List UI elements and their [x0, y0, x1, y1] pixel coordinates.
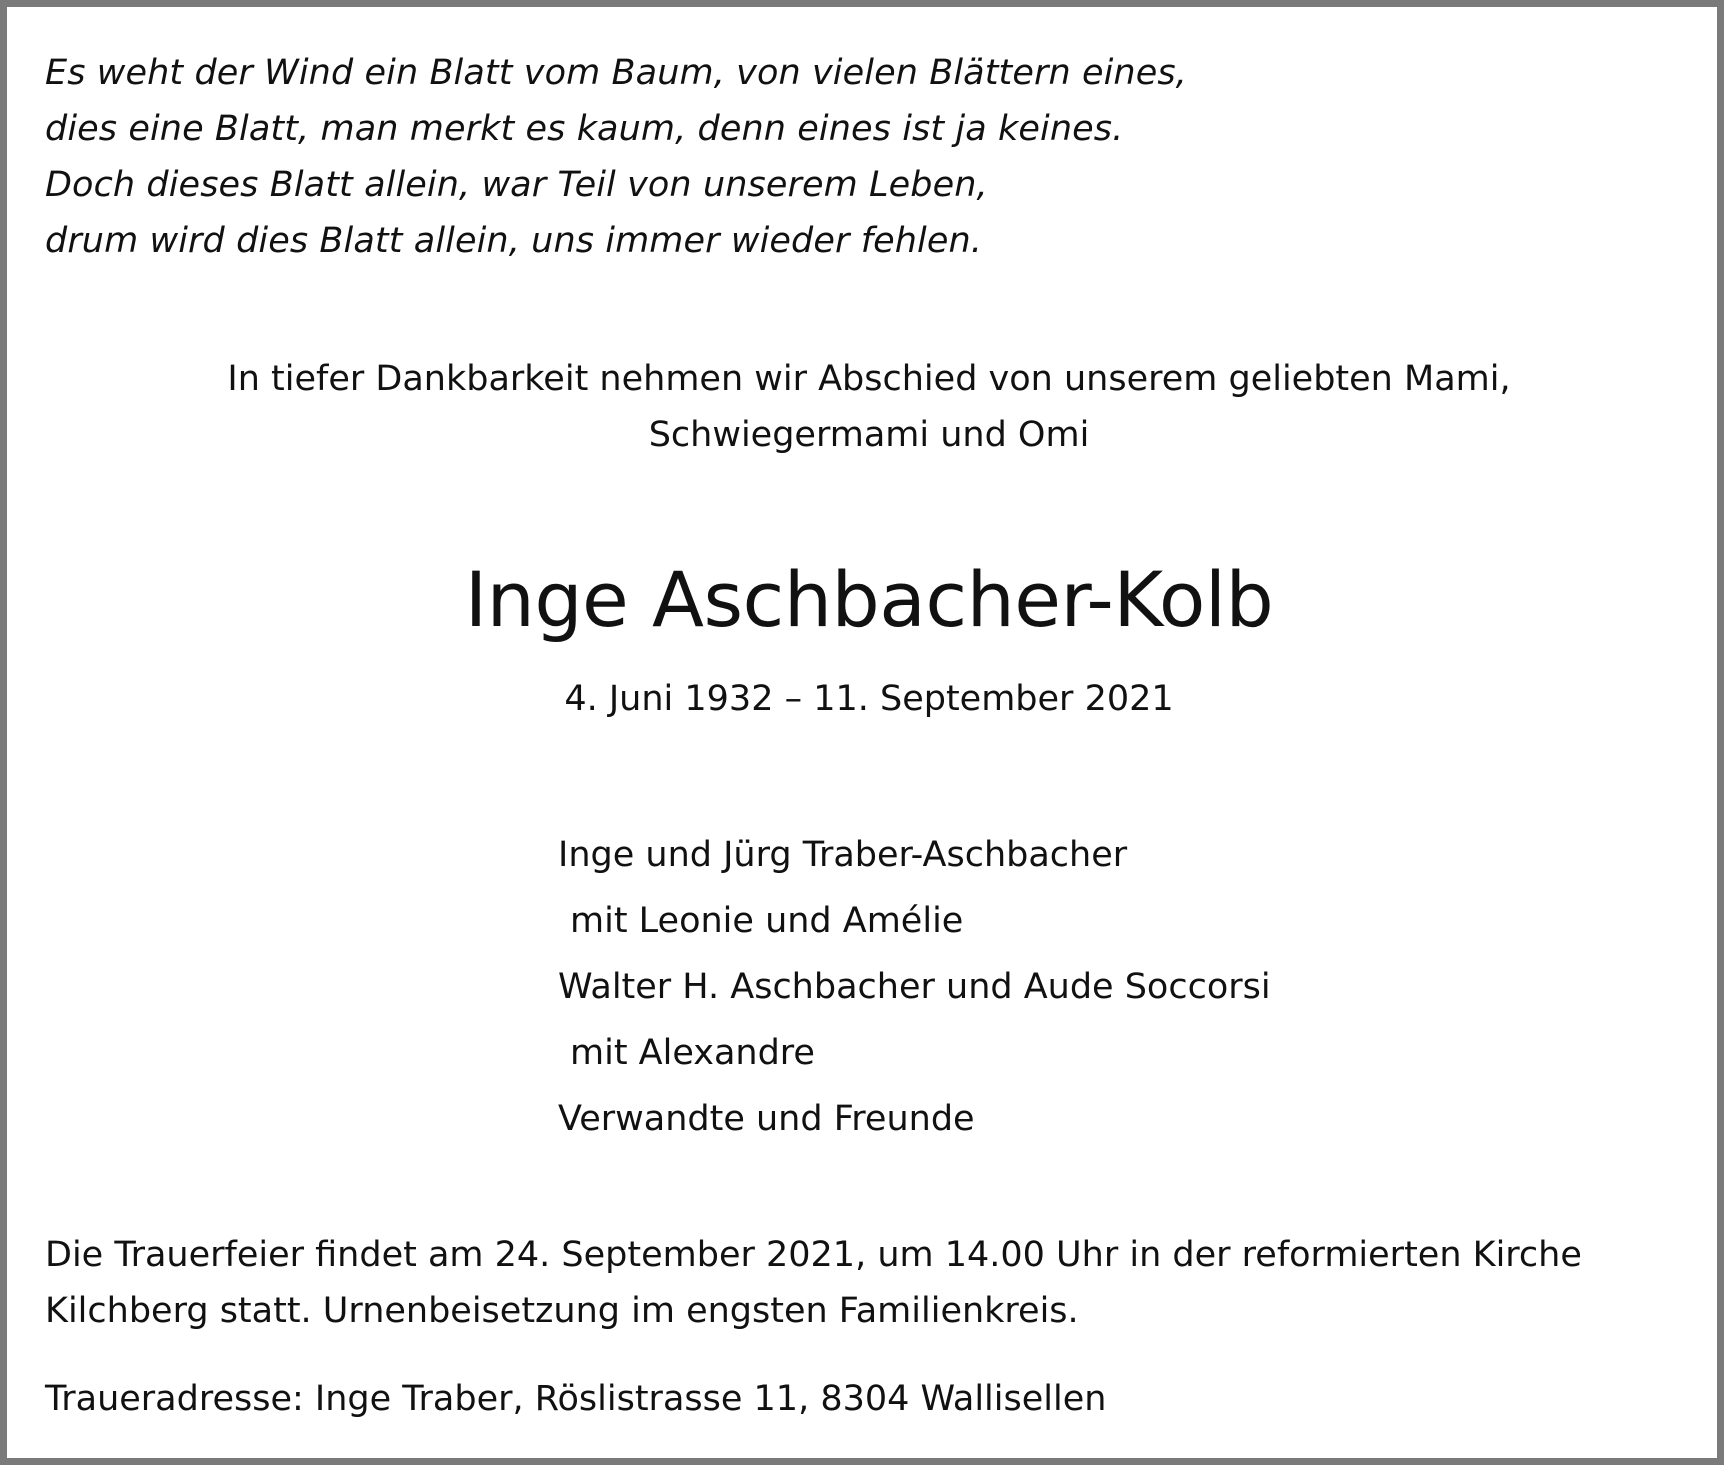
mourner-entry: Inge und Jürg Traber-Aschbacher [558, 835, 1128, 875]
poem-line: drum wird dies Blatt allein, uns immer wieder fehlen. [45, 221, 983, 261]
intro-line: Schwiegermami und Omi [648, 415, 1090, 455]
poem-line: dies eine Blatt, man merkt es kaum, denn eines ist ja keines. [45, 109, 1124, 149]
funeral-service-info [45, 1227, 1582, 1339]
service-line: Die Trauerfeier findet am 24. September 2021, um 14.00 Uhr in der reformierten Kirche [45, 1235, 1582, 1275]
poem [45, 45, 1187, 269]
mourner-entry: mit Alexandre [570, 1033, 815, 1073]
mourning-address: Traueradresse: Inge Traber, Röslistrasse 11, 8304 Wallisellen [45, 1379, 1107, 1419]
farewell-intro [7, 351, 1724, 463]
mourner-entry: mit Leonie und Amélie [570, 901, 964, 941]
mourner-entry: Walter H. Aschbacher und Aude Soccorsi [558, 967, 1271, 1007]
mourners-list [558, 822, 1271, 1152]
deceased-name: Inge Aschbacher-Kolb [464, 555, 1274, 644]
service-line: Kilchberg statt. Urnenbeisetzung im engsten Familienkreis. [45, 1291, 1079, 1331]
mourner-entry: Verwandte und Freunde [558, 1099, 975, 1139]
poem-line: Doch dieses Blatt allein, war Teil von unserem Leben, [45, 165, 988, 205]
intro-line: In tiefer Dankbarkeit nehmen wir Abschied von unserem geliebten Mami, [227, 359, 1511, 399]
poem-line: Es weht der Wind ein Blatt vom Baum, von vielen Blättern eines, [45, 53, 1187, 93]
life-dates: 4. Juni 1932 – 11. September 2021 [564, 679, 1174, 719]
